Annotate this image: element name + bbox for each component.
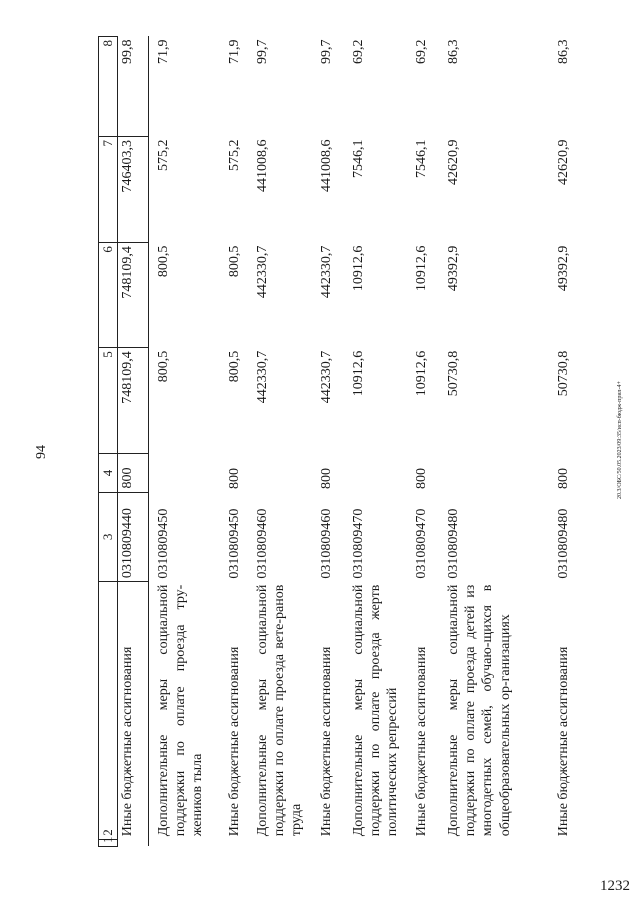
cell-value: 575,2 [156,139,171,171]
cell-value: 748109,4 [118,348,149,454]
page-number: 94 [34,445,49,459]
cell-percent: 99,7 [255,39,270,64]
cell-description: Дополнительные меры социальной поддержки по оплате проезда тру-жеников тыла [156,584,206,837]
cell-percent: 71,9 [227,39,242,64]
cell-col1 [253,839,317,846]
cell-value: 42620,9 [446,139,461,185]
cell-value: 49392,9 [446,245,461,292]
cell-description: Иные бюджетные ассигнования [227,646,242,837]
column-header: 8 [99,37,118,137]
cell-value: 10912,6 [414,350,429,397]
cell-value: 441008,6 [319,139,334,192]
cell-value: 50730,8 [446,350,461,397]
cell-type: 800 [319,468,334,490]
cell-code: 0310809470 [351,508,366,579]
cell-value: 442330,7 [255,350,270,404]
cell-value: 49392,9 [556,245,571,292]
cell-code: 0310809460 [319,508,334,579]
cell-col1 [225,839,253,846]
column-header: 7 [99,137,118,243]
cell-value: 748109,4 [118,243,149,348]
column-header: 6 [99,243,118,348]
table-row [444,37,554,847]
table-row [118,37,149,847]
table-row [554,37,591,847]
cell-type [444,454,554,492]
cell-description: Иные бюджетные ассигнования [556,646,571,837]
cell-value: 746403,3 [118,137,149,243]
cell-description: Иные бюджетные ассигнования [319,646,334,837]
table-row [149,37,226,847]
budget-table [98,36,591,847]
cell-code: 0310809470 [414,508,429,579]
cell-type: 800 [227,468,242,490]
cell-percent: 86,3 [556,39,571,64]
cell-value: 800,5 [156,245,171,278]
cell-code: 0310809480 [556,508,571,579]
cell-value: 42620,9 [556,139,571,185]
cell-percent: 86,3 [446,39,461,64]
table-header-row [99,37,118,847]
cell-col1 [444,839,554,846]
table-row [317,37,349,847]
cell-code: 0310809440 [118,492,149,582]
cell-type: 800 [414,468,429,490]
table-row [349,37,412,847]
cell-percent: 99,7 [319,39,334,64]
cell-description: Иные бюджетные ассигнования [118,582,149,840]
cell-description: Дополнительные меры социальной поддержки по оплате проезда вете-ранов труда [255,584,305,837]
sheet-number: 1232 [600,878,630,894]
cell-col1 [118,839,149,846]
cell-value: 442330,7 [319,245,334,299]
cell-value: 575,2 [227,139,242,171]
cell-value: 7546,1 [351,139,366,178]
cell-code: 0310809450 [227,508,242,579]
cell-code: 0310809460 [255,508,270,579]
cell-percent: 69,2 [414,39,429,64]
column-header: 3 [99,492,118,582]
cell-value: 7546,1 [414,139,429,178]
cell-value: 10912,6 [351,350,366,397]
cell-col1 [349,839,412,846]
cell-value: 441008,6 [255,139,270,192]
cell-type: 800 [118,454,149,492]
table-row [412,37,444,847]
cell-description: Иные бюджетные ассигнования [414,646,429,837]
cell-value: 800,5 [227,350,242,383]
cell-percent: 99,8 [118,37,149,137]
column-header: 4 [99,454,118,492]
cell-type [349,454,412,492]
cell-col1 [554,839,591,846]
cell-col1 [412,839,444,846]
table-row [253,37,317,847]
cell-type [253,454,317,492]
table-container [98,36,606,847]
column-header: 2 [99,582,118,840]
cell-value: 50730,8 [556,350,571,397]
cell-value: 10912,6 [351,245,366,292]
column-header: 5 [99,348,118,454]
cell-percent: 69,2 [351,39,366,64]
cell-col1 [149,839,226,846]
cell-value: 442330,7 [319,350,334,404]
cell-col1 [317,839,349,846]
cell-value: 10912,6 [414,245,429,292]
cell-value: 800,5 [156,350,171,383]
cell-percent: 71,9 [156,39,171,64]
table-row [225,37,253,847]
cell-code: 0310809450 [156,508,171,579]
cell-code: 0310809480 [446,508,461,579]
cell-value: 800,5 [227,245,242,278]
cell-description: Дополнительные меры социальной поддержки по оплате проезда жертв политических репрессий [351,584,401,837]
column-header: 1 [99,839,118,846]
document-code: 20.3/ОБС/50.05.2023/09:35/исп-бюдж-прил-4+ [617,381,623,499]
cell-description: Дополнительные меры социальной поддержки по оплате проезда детей из многодетных семей, обучаю-щихся в общеобразовательных ор-ганизациях [446,584,513,837]
cell-value: 442330,7 [255,245,270,299]
cell-type [149,454,226,492]
cell-type: 800 [556,468,571,490]
